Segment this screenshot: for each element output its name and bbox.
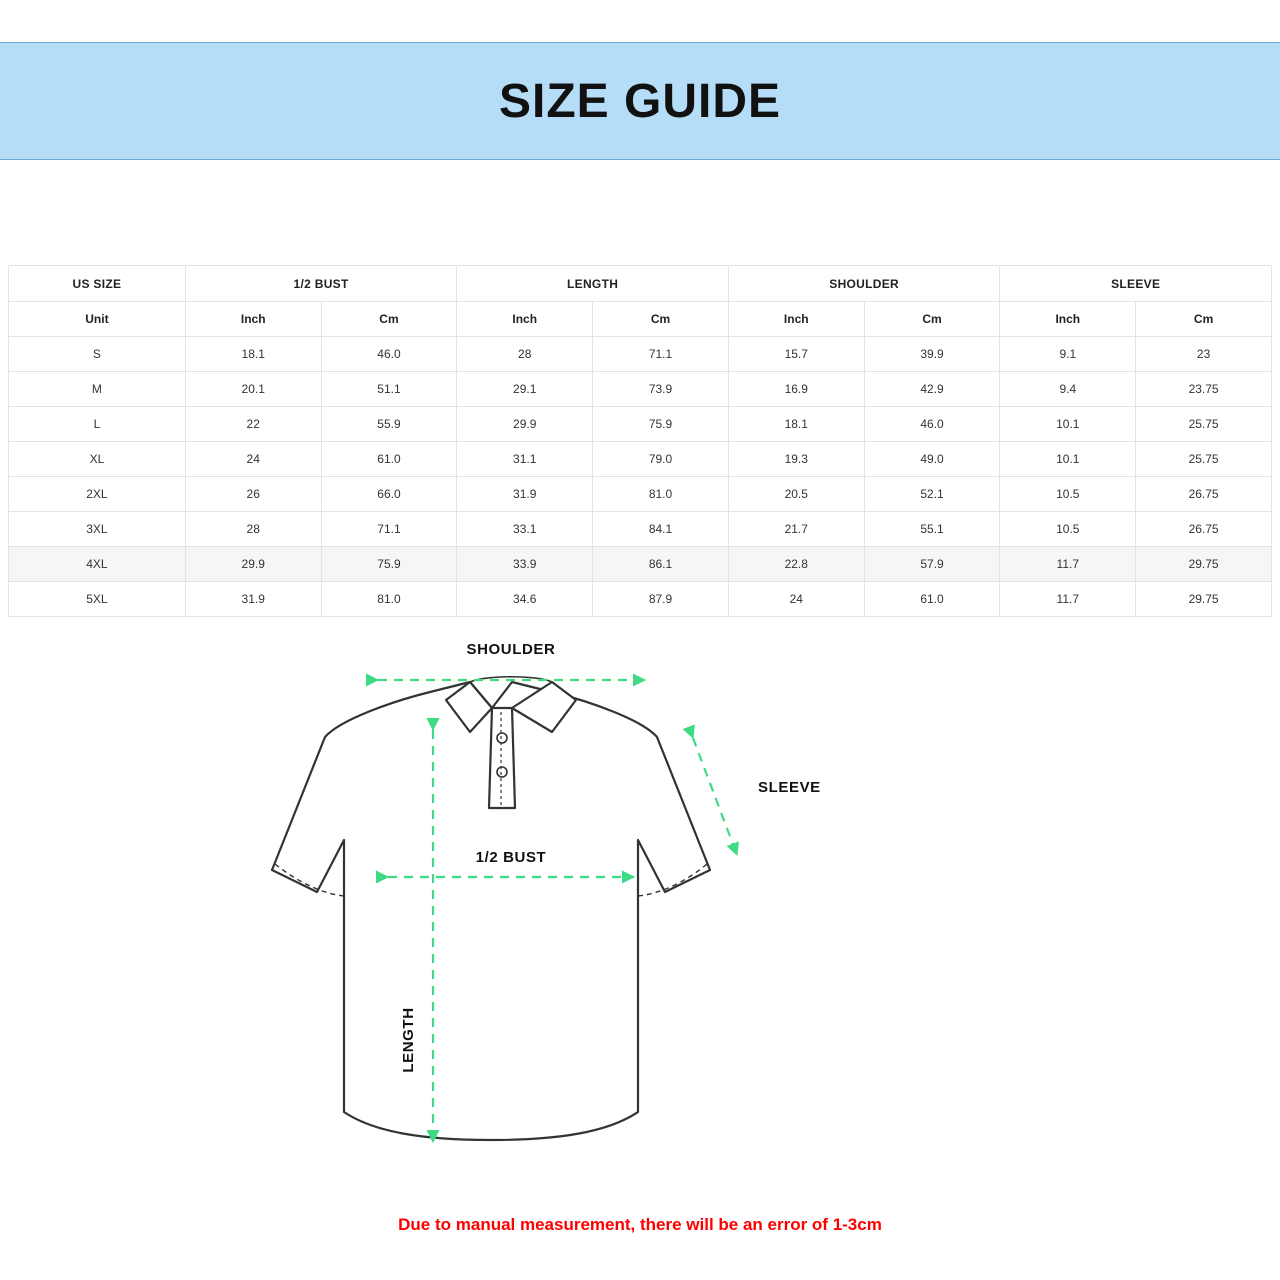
cell-shoulder-inch: 21.7 — [728, 512, 864, 547]
col-header-shoulder: SHOULDER — [728, 266, 1000, 302]
cell-shoulder-cm: 55.1 — [864, 512, 1000, 547]
cell-sleeve-inch: 9.4 — [1000, 372, 1136, 407]
cell-shoulder-cm: 52.1 — [864, 477, 1000, 512]
cell-sleeve-cm: 29.75 — [1136, 547, 1272, 582]
unit-shoulder-cm: Cm — [864, 302, 1000, 337]
cell-size: 2XL — [9, 477, 186, 512]
unit-sleeve-cm: Cm — [1136, 302, 1272, 337]
unit-bust-cm: Cm — [321, 302, 457, 337]
shoulder-label: SHOULDER — [466, 641, 556, 658]
cell-length-inch: 28 — [457, 337, 593, 372]
unit-bust-inch: Inch — [185, 302, 321, 337]
cell-sleeve-cm: 23 — [1136, 337, 1272, 372]
cell-bust-inch: 22 — [185, 407, 321, 442]
cell-sleeve-cm: 29.75 — [1136, 582, 1272, 617]
page-title: SIZE GUIDE — [498, 74, 782, 128]
cell-shoulder-cm: 46.0 — [864, 407, 1000, 442]
cell-sleeve-cm: 23.75 — [1136, 372, 1272, 407]
size-chart-table — [8, 265, 1272, 617]
cell-length-cm: 81.0 — [593, 477, 729, 512]
cell-bust-inch: 18.1 — [185, 337, 321, 372]
cell-size: 4XL — [9, 547, 186, 582]
cell-size: 3XL — [9, 512, 186, 547]
cell-bust-cm: 46.0 — [321, 337, 457, 372]
cell-sleeve-cm: 25.75 — [1136, 442, 1272, 477]
col-header-sleeve: SLEEVE — [1000, 266, 1272, 302]
sleeve-measure-arrow — [693, 738, 737, 855]
cell-sleeve-inch: 10.5 — [1000, 512, 1136, 547]
cell-sleeve-inch: 10.1 — [1000, 442, 1136, 477]
cell-bust-inch: 26 — [185, 477, 321, 512]
cell-bust-cm: 71.1 — [321, 512, 457, 547]
cell-sleeve-cm: 26.75 — [1136, 477, 1272, 512]
cell-shoulder-inch: 20.5 — [728, 477, 864, 512]
unit-sleeve-inch: Inch — [1000, 302, 1136, 337]
cell-length-cm: 87.9 — [593, 582, 729, 617]
unit-length-cm: Cm — [593, 302, 729, 337]
cell-shoulder-inch: 15.7 — [728, 337, 864, 372]
cell-length-inch: 33.9 — [457, 547, 593, 582]
sleeve-label: SLEEVE — [758, 779, 821, 796]
cell-bust-inch: 20.1 — [185, 372, 321, 407]
cell-length-cm: 79.0 — [593, 442, 729, 477]
table-row — [9, 442, 1272, 477]
cell-shoulder-inch: 19.3 — [728, 442, 864, 477]
cell-length-inch: 29.1 — [457, 372, 593, 407]
cell-size: M — [9, 372, 186, 407]
cell-shoulder-inch: 24 — [728, 582, 864, 617]
cell-bust-cm: 81.0 — [321, 582, 457, 617]
cell-sleeve-inch: 10.1 — [1000, 407, 1136, 442]
cell-shoulder-cm: 61.0 — [864, 582, 1000, 617]
table-row — [9, 512, 1272, 547]
cell-shoulder-inch: 16.9 — [728, 372, 864, 407]
table-unit-header-row — [9, 302, 1272, 337]
cell-shoulder-inch: 18.1 — [728, 407, 864, 442]
cell-bust-inch: 29.9 — [185, 547, 321, 582]
cell-bust-inch: 24 — [185, 442, 321, 477]
cell-length-cm: 75.9 — [593, 407, 729, 442]
cell-sleeve-cm: 25.75 — [1136, 407, 1272, 442]
table-group-header-row — [9, 266, 1272, 302]
length-label: LENGTH — [400, 1007, 417, 1073]
cell-length-inch: 34.6 — [457, 582, 593, 617]
cell-sleeve-inch: 11.7 — [1000, 547, 1136, 582]
bust-label: 1/2 BUST — [475, 849, 547, 866]
cell-sleeve-cm: 26.75 — [1136, 512, 1272, 547]
cell-length-cm: 86.1 — [593, 547, 729, 582]
cell-length-cm: 73.9 — [593, 372, 729, 407]
table-row — [9, 407, 1272, 442]
cell-bust-cm: 55.9 — [321, 407, 457, 442]
table-row — [9, 477, 1272, 512]
col-header-us-size: US SIZE — [9, 266, 186, 302]
table-row — [9, 547, 1272, 582]
cell-sleeve-inch: 11.7 — [1000, 582, 1136, 617]
cell-bust-inch: 28 — [185, 512, 321, 547]
table-row — [9, 337, 1272, 372]
cell-bust-cm: 51.1 — [321, 372, 457, 407]
cell-length-inch: 29.9 — [457, 407, 593, 442]
col-header-length: LENGTH — [457, 266, 729, 302]
measurement-diagram — [0, 612, 1280, 1192]
unit-length-inch: Inch — [457, 302, 593, 337]
size-guide-banner — [0, 42, 1280, 160]
cell-size: XL — [9, 442, 186, 477]
cell-sleeve-inch: 10.5 — [1000, 477, 1136, 512]
cell-shoulder-cm: 49.0 — [864, 442, 1000, 477]
cell-bust-inch: 31.9 — [185, 582, 321, 617]
cell-bust-cm: 66.0 — [321, 477, 457, 512]
cell-size: S — [9, 337, 186, 372]
cell-length-cm: 84.1 — [593, 512, 729, 547]
cell-bust-cm: 61.0 — [321, 442, 457, 477]
polo-shirt-outline — [272, 677, 710, 1140]
cell-shoulder-inch: 22.8 — [728, 547, 864, 582]
cell-length-inch: 33.1 — [457, 512, 593, 547]
cell-length-inch: 31.9 — [457, 477, 593, 512]
cell-shoulder-cm: 42.9 — [864, 372, 1000, 407]
cell-size: L — [9, 407, 186, 442]
cell-size: 5XL — [9, 582, 186, 617]
cell-bust-cm: 75.9 — [321, 547, 457, 582]
col-header-bust: 1/2 BUST — [185, 266, 457, 302]
cell-shoulder-cm: 57.9 — [864, 547, 1000, 582]
cell-shoulder-cm: 39.9 — [864, 337, 1000, 372]
unit-shoulder-inch: Inch — [728, 302, 864, 337]
cell-length-inch: 31.1 — [457, 442, 593, 477]
cell-length-cm: 71.1 — [593, 337, 729, 372]
measurement-disclaimer: Due to manual measurement, there will be an error of 1-3cm — [398, 1215, 882, 1234]
cell-sleeve-inch: 9.1 — [1000, 337, 1136, 372]
unit-label: Unit — [9, 302, 186, 337]
size-table-container — [8, 265, 1272, 617]
table-row — [9, 372, 1272, 407]
